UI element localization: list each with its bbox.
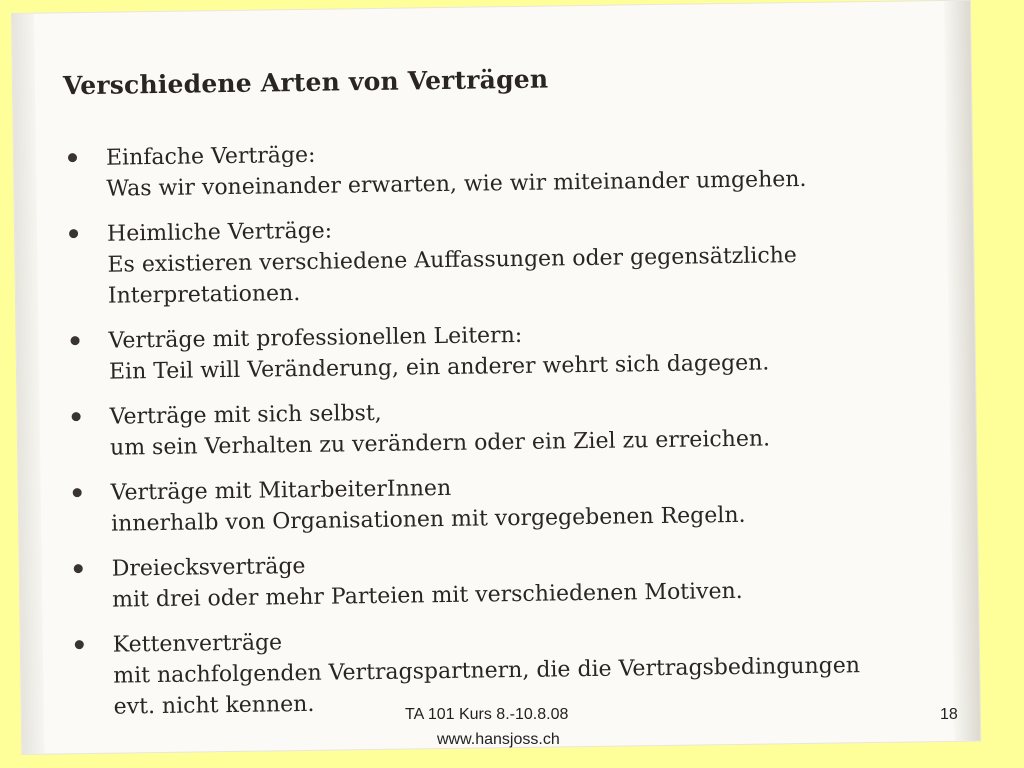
list-item-heading: Verträge mit sich selbst, <box>109 400 382 430</box>
list-item-heading: Heimliche Verträge: <box>106 218 333 247</box>
list-item-description: Es existieren verschiedene Auffassungen oder gegensätzliche <box>107 243 798 278</box>
list-item-description: Ein Teil will Veränderung, ein anderer wehrt sich dagegen. <box>108 350 770 385</box>
list-item-heading: Verträge mit MitarbeiterInnen <box>110 475 452 506</box>
page-number: 18 <box>940 706 958 723</box>
list-item <box>70 466 951 540</box>
list-item-description: evt. nicht kennen. <box>113 691 315 720</box>
bullet-icon <box>74 564 83 573</box>
list-item-heading: Kettenverträge <box>112 630 283 658</box>
contract-types-list <box>66 131 954 737</box>
bullet-icon <box>75 640 84 649</box>
bullet-icon <box>68 153 77 162</box>
page-title: Verschiedene Arten von Verträgen <box>62 64 549 101</box>
list-item-description: innerhalb von Organisationen mit vorgegebenen Regeln. <box>110 502 746 537</box>
list-item <box>66 131 947 205</box>
list-item-description: Interpretationen. <box>107 281 301 309</box>
list-item <box>69 390 950 464</box>
footer-course: TA 101 Kurs 8.-10.8.08 <box>405 706 569 723</box>
list-item <box>72 542 953 616</box>
list-item-heading: Dreiecksverträge <box>111 553 306 582</box>
bullet-icon <box>73 488 82 497</box>
bullet-icon <box>69 229 78 238</box>
list-item-description: um sein Verhalten zu verändern oder ein Ziel zu erreichen. <box>109 426 771 461</box>
footer-url: www.hansjoss.ch <box>437 731 560 748</box>
list-item-heading: Einfache Verträge: <box>105 142 316 171</box>
bullet-icon <box>72 412 81 421</box>
list-item <box>68 314 949 388</box>
list-item-description: mit nachfolgenden Vertragspartnern, die die Vertragsbedingungen <box>113 653 861 689</box>
bullet-icon <box>71 336 80 345</box>
list-item-description: Was wir voneinander erwarten, wie wir miteinander umgehen. <box>106 166 807 202</box>
list-item-heading: Verträge mit professionellen Leitern: <box>108 322 523 354</box>
list-item <box>67 207 948 312</box>
list-item-description: mit drei oder mehr Parteien mit verschiedenen Motiven. <box>112 578 743 613</box>
scanned-page <box>12 1 980 754</box>
page-edge-shadow-left <box>12 14 44 754</box>
